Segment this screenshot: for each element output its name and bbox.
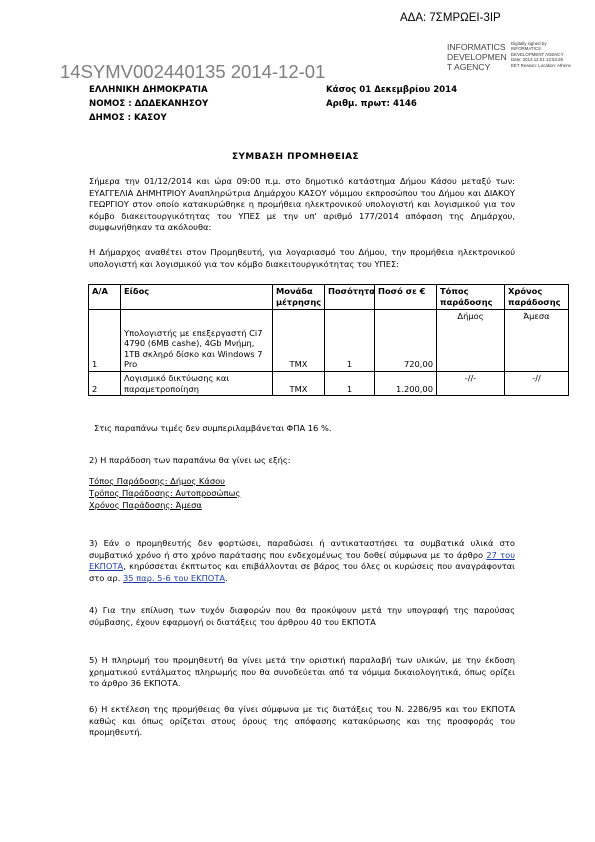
clause-6: 6) Η εκτέλεση της προμήθειας θα γίνει σύμφωνα με τις διατάξεις του Ν. 2286/95 και του ΕΚΠΟΤΑ καθώς και όπως ορίζεται στους όρους της απόφασης κατακύρωσης και της προσφοράς του προμηθευτή. — [89, 704, 515, 738]
header-prefecture: ΝΟΜΟΣ : ΔΩΔΕΚΑΝΗΣΟΥ — [89, 99, 209, 109]
header-cell: Χρόνος παράδοσης — [505, 285, 569, 310]
header-cell: Τόπος παράδοσης — [437, 285, 505, 310]
header-cell: Ποσότητα — [325, 285, 375, 310]
item-description: Υπολογιστής με επεξεργαστή Ci7 4790 (6MB cashe), 4Gb Μνήμη, 1TB σκληρό δίσκο και Windows 7 Pro — [121, 310, 273, 372]
clause-3-text: 3) Εάν ο προμηθευτής δεν φορτώσει, παραδώσει ή αντικαταστήσει τα συμβατικά υλικά στο συμβατικό χρόνο ή στο χρόνο παράτασης που ενδεχομένως του δοθεί σύμφωνα με το άρθρο — [89, 538, 515, 560]
delivery-mode-line: Τρόπος Παράδοσης: Αυτοπροσώπως — [89, 488, 241, 498]
table-row — [89, 372, 569, 396]
signature-details: Digitally signed by INFORMATICS DEVELOPMENT AGENCY Date: 2014.12.01 13:53:28 EET Reason: Location: Athens — [511, 41, 571, 68]
amount: 720,00 — [375, 310, 437, 372]
clause-4: 4) Για την επίλυση των τυχόν διαφορών που θα προκύψουν μετά την υπογραφή της παρούσας σύμβασης, έχουν εφαρμογή οι διατάξεις του άρθρου 40 του ΕΚΠΟΤΑ — [89, 605, 515, 627]
unit: ΤΜΧ — [273, 310, 325, 372]
delivery-time-line: Χρόνος Παράδοσης: Άμεσα — [89, 500, 202, 510]
unit: ΤΜΧ — [273, 372, 325, 396]
document-id: 14SYMV002440135 2014-12-01 — [60, 61, 326, 82]
delivery-time: -// — [505, 372, 569, 396]
quantity: 1 — [325, 310, 375, 372]
table-header-row — [89, 285, 569, 310]
items-table — [88, 284, 569, 396]
contract-title: ΣΥΜΒΑΣΗ ΠΡΟΜΗΘΕΙΑΣ — [232, 152, 360, 162]
delivery-time: Άμεσα — [505, 310, 569, 372]
delivery-place-line: Τόπος Παράδοσης: Δήμος Κάσου — [89, 476, 225, 486]
amount: 1.200,00 — [375, 372, 437, 396]
clause-3-text: . — [225, 572, 228, 583]
clause-3 — [89, 538, 515, 584]
delivery-place: -//- — [437, 372, 505, 396]
header-municipality: ΔΗΜΟΣ : ΚΑΣΟΥ — [89, 113, 167, 123]
header-cell: Μονάδα μέτρησης — [273, 285, 325, 310]
header-cell: Είδος — [121, 285, 273, 310]
clause-3-text: , κηρύσσεται έκπτωτος και επιβάλλονται σε βάρος του όλες οι κυρώσεις που αναγράφονται στο αρ. — [89, 561, 515, 583]
header-protocol-number: Αριθμ. πρωτ: 4146 — [326, 99, 417, 109]
row-number: 2 — [89, 372, 121, 396]
delivery-place: Δήμος — [437, 310, 505, 372]
clause-5: 5) Η πληρωμή του προμηθευτή θα γίνει μετά την οριστική παραλαβή των υλικών, με την έκδοση χρηματικού εντάλματος πληρωμής που θα συνοδεύεται από τα νόμιμα δικαιολογητικά, όπως ορίζει το άρθρο 36 ΕΚΠΟΤΑ. — [89, 655, 515, 689]
ekpota-article-35-link[interactable]: 35 παρ. 5-6 του ΕΚΠΟΤΑ — [122, 572, 226, 583]
header-republic: ΕΛΛΗΝΙΚΗ ΔΗΜΟΚΡΑΤΙΑ — [89, 85, 208, 95]
table-row — [89, 310, 569, 372]
ada-code: ΑΔΑ: 7ΣΜΡΩΕΙ-3ΙΡ — [400, 12, 501, 24]
ekpota-article-27-link[interactable]: 27 του ΕΚΠΟΤΑ — [89, 549, 515, 572]
header-date: Κάσος 01 Δεκεμβρίου 2014 — [326, 85, 458, 95]
vat-note: Στις παραπάνω τιμές δεν συμπεριλαμβάνεται ΦΠΑ 16 %. — [94, 423, 332, 433]
row-number: 1 — [89, 310, 121, 372]
signature-organization: INFORMATICS DEVELOPMEN T AGENCY — [447, 42, 507, 72]
item-description: Λογισμικό δικτύωσης και παραμετροποίηση — [121, 372, 273, 396]
header-cell: Ποσό σε € — [375, 285, 437, 310]
header-cell: Α/Α — [89, 285, 121, 310]
clause-2-intro: 2) Η παράδοση των παραπάνω θα γίνει ως εξής: — [89, 455, 291, 465]
intro-paragraph: Σήμερα την 01/12/2014 και ώρα 09:00 π.μ. στο δημοτικό κατάστημα Δήμου Κάσου μεταξύ των: ΕΥΑΓΓΕΛΙΑ ΔΗΜΗΤΡΙΟΥ Αναπληρώτρια Δημάρχου ΚΑΣΟΥ νόμιμου εκπροσώπου του Δήμου και ΔΙΑΚΟΥ ΓΕΩΡΓΙΟΥ στον οποίο κατακυρώθηκε η προμήθεια ηλεκτρονικού υπολογιστή και λογισμικού για τον κόμβο διακειτουργικότητας του ΥΠΕΣ με την υπ' αριθμό 177/2014 απόφαση της Δημάρχου, συμφωνήθηκαν τα ακόλουθα: — [89, 176, 515, 233]
quantity: 1 — [325, 372, 375, 396]
clause-1: Η Δήμαρχος αναθέτει στον Προμηθευτή, για λογαριασμό του Δήμου, την προμήθεια ηλεκτρονικού υπολογιστή και λογισμικού για τον κόμβο διακειτουργικότητας του ΥΠΕΣ: — [89, 247, 515, 269]
